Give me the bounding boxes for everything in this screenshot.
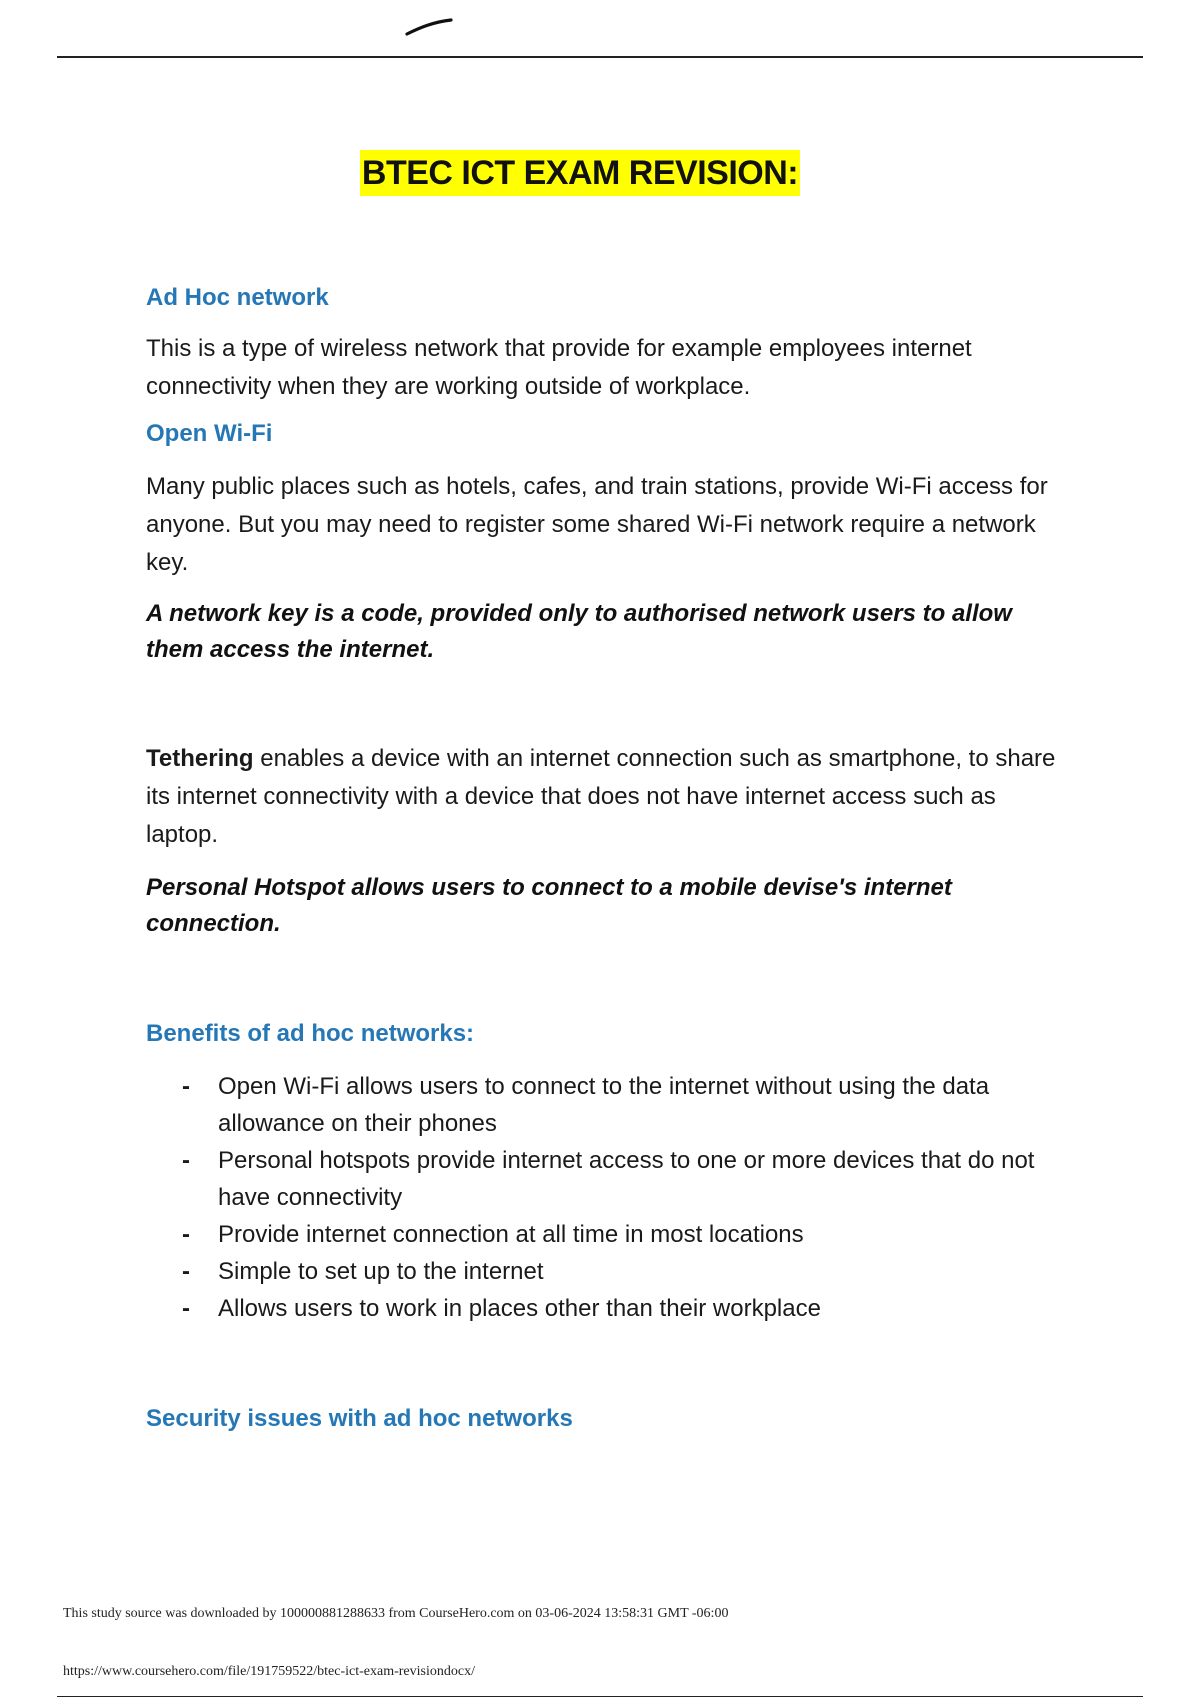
list-item-text: Allows users to work in places other than their workplace — [218, 1295, 821, 1322]
footer-source-line: This study source was downloaded by 100000881288633 from CourseHero.com on 03-06-2024 13:58:31 GMT -06:00 — [63, 1606, 729, 1621]
header-rule — [57, 56, 1143, 58]
title-container — [0, 150, 1160, 196]
heading-ad-hoc-network: Ad Hoc network — [146, 284, 329, 311]
list-item — [146, 1068, 1068, 1142]
benefits-list — [146, 1068, 1066, 1327]
paragraph-ad-hoc-network: This is a type of wireless network that provide for example employees internet connectivity when they are working outside of workplace. — [146, 335, 972, 400]
heading-open-wifi: Open Wi-Fi — [146, 420, 273, 447]
list-item — [146, 1290, 1068, 1327]
footer-rule — [57, 1696, 1143, 1697]
heading-benefits: Benefits of ad hoc networks: — [146, 1020, 475, 1047]
list-item-text: Provide internet connection at all time in most locations — [218, 1221, 804, 1248]
list-item-text: Simple to set up to the internet — [218, 1258, 544, 1285]
list-item-text: Personal hotspots provide internet access to one or more devices that do not have connectivity — [218, 1147, 1035, 1211]
list-item-text: Open Wi-Fi allows users to connect to the internet without using the data allowance on their phones — [218, 1073, 990, 1137]
list-item — [146, 1142, 1068, 1216]
heading-security-issues: Security issues with ad hoc networks — [146, 1405, 573, 1432]
bullet-dash: - — [182, 1295, 190, 1322]
bullet-dash: - — [182, 1221, 190, 1248]
document-body — [146, 282, 1066, 1435]
page-title: BTEC ICT EXAM REVISION: — [360, 150, 800, 196]
list-item — [146, 1216, 1068, 1253]
bullet-dash: - — [182, 1073, 190, 1100]
definition-network-key: A network key is a code, provided only to authorised network users to allow them access the internet. — [146, 600, 1012, 663]
bullet-dash: - — [182, 1147, 190, 1174]
list-item — [146, 1253, 1068, 1290]
tethering-description: enables a device with an internet connection such as smartphone, to share its internet connectivity with a device that does not have internet access such as laptop. — [146, 745, 1056, 848]
term-tethering: Tethering — [146, 745, 254, 772]
definition-personal-hotspot: Personal Hotspot allows users to connect to a mobile devise's internet connection. — [146, 874, 952, 937]
paragraph-open-wifi: Many public places such as hotels, cafes, and train stations, provide Wi-Fi access for anyone. But you may need to register some shared Wi-Fi network require a network key. — [146, 473, 1048, 576]
footer-url-link[interactable]: https://www.coursehero.com/file/191759522/btec-ict-exam-revisiondocx/ — [63, 1664, 475, 1679]
bullet-dash: - — [182, 1258, 190, 1285]
pen-stroke-mark — [405, 16, 455, 40]
paragraph-tethering — [146, 740, 1066, 854]
